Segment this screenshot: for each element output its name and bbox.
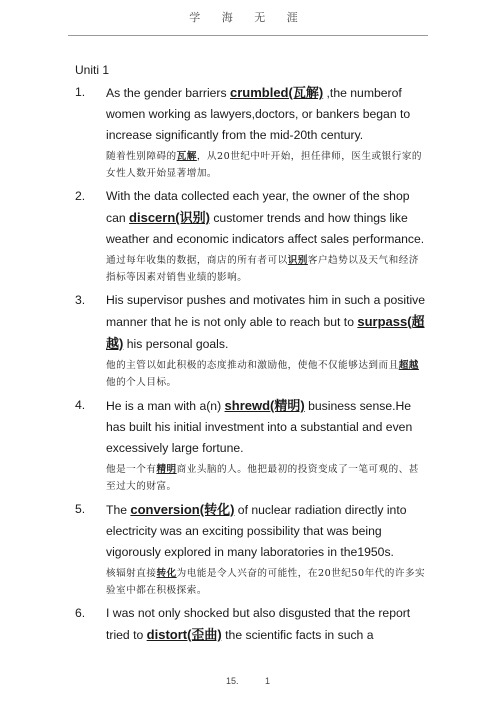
translation-text: 随着性别障碍的 bbox=[106, 151, 177, 162]
item-number: 6. bbox=[75, 606, 86, 620]
sentence-list bbox=[75, 82, 427, 648]
sentence-text: With the data collected each year, the owner of the shop can bbox=[106, 189, 410, 225]
keyword: distort(歪曲) bbox=[146, 627, 222, 642]
translation-text: 核辐射直接 bbox=[106, 568, 157, 579]
list-item bbox=[75, 82, 427, 182]
item-number: 2. bbox=[75, 189, 86, 203]
english-sentence bbox=[106, 499, 427, 563]
unit-title: Uniti 1 bbox=[75, 63, 110, 77]
sentence-text: His supervisor pushes and motivates him in such a positive manner that he is not only able to reach but to bbox=[106, 293, 426, 329]
sentence-text: He is a man with a(n) bbox=[106, 399, 225, 413]
chinese-translation bbox=[106, 148, 427, 182]
keyword: conversion(转化) bbox=[130, 502, 235, 517]
list-item bbox=[75, 395, 427, 495]
sentence-text: customer trends and how things like weather and economic indicators affect sales performance. bbox=[106, 211, 425, 246]
item-number: 1. bbox=[75, 85, 86, 99]
english-sentence bbox=[106, 290, 427, 355]
translation-text: ，从20世纪中叶开始，担任律师，医生或银行家的女性人数开始显著增加。 bbox=[106, 151, 423, 179]
translation-text: 通过每年收集的数据，商店的所有者可以 bbox=[106, 255, 288, 266]
chinese-translation bbox=[106, 461, 427, 495]
chinese-translation bbox=[106, 357, 427, 391]
translation-text: 商业头脑的人。他把最初的投资变成了一笔可观的、甚至过大的财富。 bbox=[106, 464, 419, 492]
header-divider bbox=[68, 35, 428, 36]
list-item bbox=[75, 290, 427, 391]
translation-text: 他是一个有 bbox=[106, 464, 157, 475]
sentence-text: The bbox=[106, 503, 131, 517]
translation-text: 为电能是令人兴奋的可能性，在20世纪50年代的许多实验室中都在积极探索。 bbox=[106, 568, 426, 596]
english-sentence bbox=[106, 603, 427, 646]
keyword: crumbled(瓦解) bbox=[229, 85, 324, 100]
sentence-text: his personal goals. bbox=[123, 337, 229, 351]
translation-text: 他的个人目标。 bbox=[106, 377, 177, 388]
translation-keyword: 瓦解 bbox=[176, 151, 197, 162]
keyword: surpass(超越) bbox=[106, 314, 425, 351]
footer-page-left: 15. bbox=[225, 676, 239, 686]
item-number: 3. bbox=[75, 293, 86, 307]
sentence-text: ,the numberof women working as lawyers,doctors, or bankers began to increase significantly from the mid-20th century. bbox=[106, 86, 411, 142]
keyword: discern(识别) bbox=[129, 210, 210, 225]
english-sentence bbox=[106, 82, 427, 146]
english-sentence bbox=[106, 395, 427, 459]
translation-text: 他的主管以如此积极的态度推动和激励他，使他不仅能够达到而且 bbox=[106, 360, 399, 371]
sentence-text: the scientific facts in such a bbox=[221, 628, 374, 642]
translation-keyword: 精明 bbox=[156, 464, 177, 475]
translation-keyword: 转化 bbox=[156, 568, 177, 579]
sentence-text: As the gender barriers bbox=[106, 86, 230, 100]
page-header: 学 海 无 涯 bbox=[189, 11, 307, 24]
page-footer bbox=[0, 676, 496, 686]
chinese-translation bbox=[106, 252, 427, 286]
chinese-translation bbox=[106, 565, 427, 599]
english-sentence bbox=[106, 186, 427, 250]
sentence-text: business sense.He has built his initial investment into a substantial and even excessively large fortune. bbox=[106, 399, 413, 455]
item-number: 4. bbox=[75, 398, 86, 412]
list-item bbox=[75, 603, 427, 646]
item-number: 5. bbox=[75, 502, 86, 516]
translation-keyword: 超越 bbox=[398, 360, 419, 371]
list-item bbox=[75, 499, 427, 599]
sentence-text: of nuclear radiation directly into electricity was an exciting possibility that was being vigorously explored in many laboratories in the1950s. bbox=[106, 503, 407, 559]
list-item bbox=[75, 186, 427, 286]
footer-page-right: 1 bbox=[265, 676, 271, 686]
translation-keyword: 识别 bbox=[287, 255, 308, 266]
keyword: shrewd(精明) bbox=[224, 398, 305, 413]
sentence-text: I was not only shocked but also disgusted that the report tried to bbox=[106, 606, 411, 642]
translation-text: 客户趋势以及天气和经济指标等因素对销售业绩的影响。 bbox=[106, 255, 419, 283]
